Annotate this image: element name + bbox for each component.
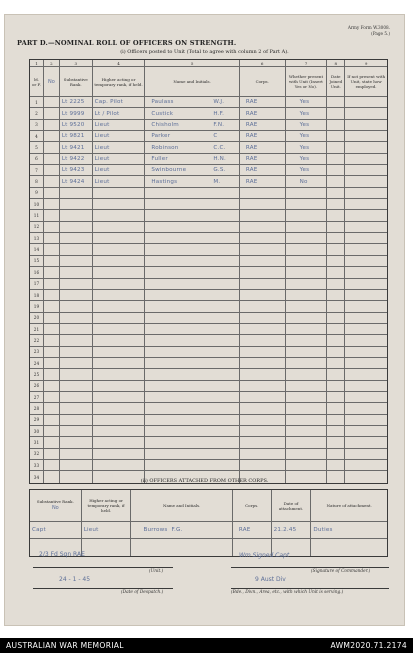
form-number-block <box>348 25 390 36</box>
column-number: 9 <box>364 60 368 66</box>
present-with-unit: Yes <box>299 155 310 162</box>
officer-name: Custick <box>151 110 174 117</box>
substantive-rank: Lt 9520 <box>61 121 85 128</box>
footer-institution: AUSTRALIAN WAR MEMORIAL <box>6 641 124 650</box>
higher-rank: Lieut <box>94 133 110 140</box>
higher-rank: Cap. Pilot <box>94 99 124 106</box>
table-row <box>30 335 387 346</box>
header-date-attachment: Date of attachment. <box>272 490 312 521</box>
present-with-unit: Yes <box>299 99 310 106</box>
page-number: (Page 5.) <box>371 30 390 36</box>
row-number: 1 <box>35 99 38 105</box>
row-number: 29 <box>33 417 40 423</box>
table-row <box>30 97 387 108</box>
column-number: 2 <box>44 60 60 66</box>
officer-initials: G.S. <box>213 167 226 174</box>
unit-caption: (Unit.) <box>149 569 164 574</box>
header-date-joined: Date Joined Unit. <box>327 67 345 96</box>
date-caption: (Date of Despatch.) <box>121 590 164 595</box>
corps: RAE <box>245 133 258 140</box>
row-number: 31 <box>33 439 40 445</box>
row-number: 22 <box>33 337 40 343</box>
row-number: 16 <box>33 269 40 275</box>
substantive-rank: Lt 9421 <box>61 144 85 151</box>
officer-initials: C.C. <box>213 144 226 151</box>
higher-rank: Lieut <box>94 121 110 128</box>
table-row <box>30 267 387 278</box>
officer-name: Parker <box>151 133 171 140</box>
table-row <box>30 313 387 324</box>
table-row <box>30 210 387 221</box>
table-row <box>30 381 387 392</box>
table-row <box>30 324 387 335</box>
table-row <box>30 437 387 448</box>
header-higher-rank: Higher acting or temporary rank, if held. <box>93 67 146 96</box>
bde-line <box>231 588 389 589</box>
higher-rank: Lt / Pilot <box>94 110 120 117</box>
present-with-unit: Yes <box>299 144 310 151</box>
header-not-present: If not present with Unit, state how employed. <box>347 74 386 89</box>
bde-handwritten: 9 Aust Div <box>255 576 286 583</box>
row-number: 12 <box>33 224 40 230</box>
row-number: 9 <box>35 190 38 196</box>
table-row <box>30 256 387 267</box>
officer-name: Swinbourne <box>151 167 187 174</box>
attachment-nature: Duties <box>313 527 333 533</box>
row-number: 33 <box>33 462 40 468</box>
table-row <box>30 392 387 403</box>
officer-initials: H.F. <box>213 110 225 117</box>
signature-handwritten: Wm Signed Capt <box>239 552 290 559</box>
table-row <box>30 449 387 460</box>
header-substantive-rank-label: Substantive Rank. <box>36 499 74 505</box>
substantive-rank: Lt 9821 <box>61 133 85 140</box>
date-line <box>33 588 173 589</box>
corps: RAE <box>245 167 258 174</box>
row-number: 2 <box>35 111 38 117</box>
archive-footer <box>0 638 413 653</box>
row-number: 10 <box>33 201 40 207</box>
officers-on-strength-table <box>29 59 388 484</box>
header-corps: Corps. <box>240 67 286 96</box>
officer-initials: F.N. <box>213 121 225 128</box>
bde-caption: (Bde., Divn., Area, etc., with which Unit is serving.) <box>231 590 344 595</box>
corps: RAE <box>245 178 258 185</box>
table-row <box>30 233 387 244</box>
table-row <box>30 188 387 199</box>
footer-accession-number: AWM2020.71.2174 <box>330 641 407 650</box>
row-number: 30 <box>33 428 40 434</box>
substantive-rank: Lt 9999 <box>61 110 85 117</box>
row-number: 21 <box>33 326 40 332</box>
signature-line <box>231 567 389 568</box>
row-number: 20 <box>33 315 40 321</box>
column-number: 6 <box>240 60 286 66</box>
table-row <box>30 403 387 414</box>
row-number: 19 <box>33 303 40 309</box>
corps: RAE <box>245 121 258 128</box>
header-nature: Nature of attachment. <box>326 503 372 508</box>
header-row <box>30 67 387 97</box>
col2-entry: No <box>47 78 55 85</box>
corps: RAE <box>245 99 258 106</box>
table-row <box>30 290 387 301</box>
header-corps: Corps. <box>233 490 272 521</box>
column-number: 1 <box>30 60 44 66</box>
officer-name: Paulass <box>151 99 174 106</box>
present-with-unit: Yes <box>299 133 310 140</box>
column-number: 8 <box>327 60 345 66</box>
column-number: 5 <box>145 60 239 66</box>
higher-rank: Lieut <box>94 155 110 162</box>
higher-rank: Lieut <box>94 178 110 185</box>
row-number: 28 <box>33 405 40 411</box>
row-number: 18 <box>33 292 40 298</box>
unit-line <box>33 567 173 568</box>
table-row <box>30 154 387 165</box>
table-row <box>30 176 387 187</box>
officer-name: Robinson <box>151 144 179 151</box>
corps: RAE <box>245 155 258 162</box>
substantive-rank: Lt 9424 <box>61 178 85 185</box>
table-row <box>30 279 387 290</box>
row-number: 15 <box>33 258 40 264</box>
row-number: 4 <box>35 133 38 139</box>
row-number: 11 <box>33 213 40 219</box>
table-row <box>30 165 387 176</box>
row-number: 25 <box>33 371 40 377</box>
corps: RAE <box>238 527 251 533</box>
present-with-unit: No <box>299 178 308 185</box>
higher-rank: Lieut <box>83 527 99 533</box>
table-row <box>30 347 387 358</box>
row-number: 3 <box>35 122 38 128</box>
substantive-rank: Lt 9422 <box>61 155 85 162</box>
header-row <box>30 490 387 522</box>
header-substantive-rank: Substantive Rank. <box>60 67 93 96</box>
officer-initials: W.J. <box>213 99 225 106</box>
officer-initials: C <box>213 133 218 140</box>
table-row <box>30 369 387 380</box>
form-sheet <box>4 14 405 626</box>
row-number: 24 <box>33 360 40 366</box>
header-col2 <box>44 67 60 96</box>
row-number: 8 <box>35 179 38 185</box>
row-number: 5 <box>35 145 38 151</box>
table-row <box>30 415 387 426</box>
row-number: 13 <box>33 235 40 241</box>
row-number: 17 <box>33 281 40 287</box>
officer-name: Burrows <box>143 527 168 533</box>
section-ii-title: (ii) OFFICERS ATTACHED FROM OTHER CORPS. <box>140 478 269 484</box>
table-row <box>30 244 387 255</box>
officer-name: Hastings <box>151 178 178 185</box>
section-i-title: (i) Officers posted to Unit (Total to agree with column 2 of Part A). <box>120 49 289 55</box>
column-number-row <box>30 60 387 67</box>
table-row <box>30 358 387 369</box>
row-number: 32 <box>33 451 40 457</box>
row-number: 14 <box>33 247 40 253</box>
substantive-rank: Lt 9423 <box>61 167 85 174</box>
table-row <box>30 426 387 437</box>
officer-initials: H.N. <box>213 155 227 162</box>
corps: RAE <box>245 110 258 117</box>
higher-rank: Lieut <box>94 144 110 151</box>
row-number: 6 <box>35 156 38 162</box>
substantive-rank: Lt 2225 <box>61 99 85 106</box>
row-number: 23 <box>33 349 40 355</box>
officer-initials: M. <box>213 178 221 185</box>
table-row <box>30 460 387 471</box>
present-with-unit: Yes <box>299 167 310 174</box>
header-name: Name and Initials. <box>131 490 232 521</box>
officer-name: Chisholm <box>151 121 179 128</box>
row-number: 27 <box>33 394 40 400</box>
table-row <box>30 131 387 142</box>
table-row <box>30 301 387 312</box>
header-higher-rank: Higher acting or temporary rank, if held. <box>82 490 132 521</box>
column-number: 7 <box>286 60 328 66</box>
column-number: 3 <box>60 60 93 66</box>
table-row <box>30 108 387 119</box>
substantive-rank: Capt <box>32 527 46 533</box>
column-number: 4 <box>93 60 146 66</box>
part-title: PART D.—NOMINAL ROLL OF OFFICERS ON STRENGTH. <box>17 39 237 47</box>
present-with-unit: Yes <box>299 110 310 117</box>
table-row <box>30 222 387 233</box>
attachment-date: 21.2.45 <box>273 527 297 533</box>
col1-entry: No <box>51 505 59 512</box>
corps: RAE <box>245 144 258 151</box>
officer-name: Fuller <box>151 155 168 162</box>
header-name: Name and Initials. <box>145 67 239 96</box>
header-present: Whether present with Unit (Insert Yes or No). <box>286 67 328 96</box>
unit-handwritten: 2/3 Fd Sqn RAE <box>39 551 85 558</box>
signature-caption: (Signature of Commander.) <box>311 569 371 574</box>
date-handwritten: 24 - 1 - 45 <box>59 576 91 583</box>
row-number: 7 <box>35 167 38 173</box>
table-row <box>30 142 387 153</box>
row-number: 34 <box>33 474 40 480</box>
header-m-or-f: M. or F. <box>30 67 44 96</box>
higher-rank: Lieut <box>94 167 110 174</box>
table-row <box>30 522 387 539</box>
row-number: 26 <box>33 383 40 389</box>
attached-officers-table <box>29 489 388 557</box>
table-row <box>30 120 387 131</box>
header-substantive-rank <box>30 490 82 521</box>
officer-initials: F.G. <box>171 527 183 533</box>
table-body <box>30 97 387 483</box>
present-with-unit: Yes <box>299 121 310 128</box>
form-number: Army Form W.3008. <box>347 25 390 30</box>
table-row <box>30 199 387 210</box>
